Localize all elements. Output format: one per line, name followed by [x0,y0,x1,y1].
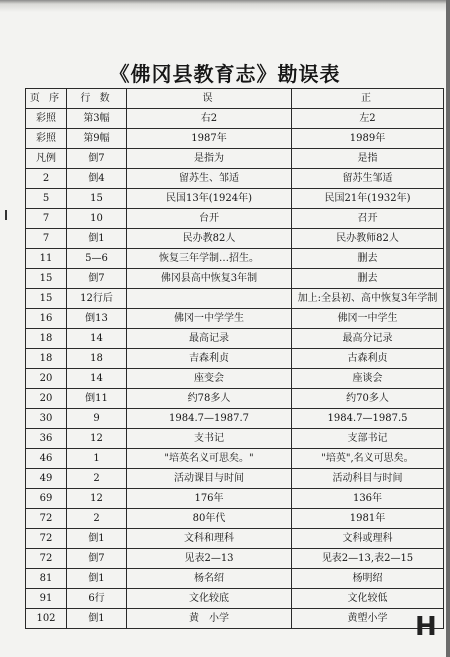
line-cell: 6行 [67,589,127,609]
table-row [26,389,444,409]
page-cell: 7 [26,229,67,249]
correct-cell: 约70多人 [292,389,444,409]
line-cell: 第3幅 [67,109,127,129]
page-cell: 102 [26,609,67,629]
line-cell: 2 [67,469,127,489]
page-cell: 49 [26,469,67,489]
line-cell: 倒11 [67,389,127,409]
page-cell: 7 [26,209,67,229]
wrong-cell: 台开 [127,209,292,229]
wrong-cell: 黄 小学 [127,609,292,629]
line-cell: 倒7 [67,269,127,289]
line-cell: 倒1 [67,229,127,249]
page-cell: 72 [26,509,67,529]
wrong-cell: 座变会 [127,369,292,389]
correct-cell: 民办教师82人 [292,229,444,249]
page-cell: 18 [26,329,67,349]
wrong-cell: 80年代 [127,509,292,529]
correct-cell: 删去 [292,269,444,289]
wrong-cell: 民国13年(1924年) [127,189,292,209]
line-cell: 14 [67,369,127,389]
correct-cell: 1984.7—1987.5 [292,409,444,429]
page-cell: 81 [26,569,67,589]
wrong-cell: 佛冈一中学学生 [127,309,292,329]
page-cell: 30 [26,409,67,429]
correct-cell: 1981年 [292,509,444,529]
table-row [26,429,444,449]
wrong-cell: 恢复三年学制…招生。 [127,249,292,269]
corner-mark: H [415,612,437,642]
table-row [26,269,444,289]
scan-edge-right [446,0,450,657]
header-line: 行 数 [67,89,127,109]
correct-cell: 加上:全县初、高中恢复3年学制 [292,289,444,309]
line-cell: 9 [67,409,127,429]
table-row [26,529,444,549]
correct-cell: 删去 [292,249,444,269]
page-cell: 2 [26,169,67,189]
table-row [26,469,444,489]
line-cell: 第9幅 [67,129,127,149]
table-row [26,149,444,169]
line-cell: 倒7 [67,549,127,569]
page-cell: 彩照 [26,129,67,149]
correct-cell: 召开 [292,209,444,229]
line-cell: 倒1 [67,569,127,589]
scan-edge-top [0,0,450,12]
correct-cell: 支部书记 [292,429,444,449]
table-row [26,209,444,229]
correct-cell: 文科或理科 [292,529,444,549]
wrong-cell: 约78多人 [127,389,292,409]
page-cell: 彩照 [26,109,67,129]
wrong-cell: 1984.7—1987.7 [127,409,292,429]
correct-cell: 见表2—13,表2—15 [292,549,444,569]
page-cell: 16 [26,309,67,329]
wrong-cell [127,289,292,309]
page-cell: 72 [26,529,67,549]
correct-cell: 是指 [292,149,444,169]
table-row [26,409,444,429]
line-cell: 12 [67,489,127,509]
table-row [26,509,444,529]
table-header-row [26,89,444,109]
table-row [26,589,444,609]
wrong-cell: 活动课目与时间 [127,469,292,489]
header-wrong: 误 [127,89,292,109]
errata-table [25,88,444,629]
page-cell: 凡例 [26,149,67,169]
wrong-cell: 杨名绍 [127,569,292,589]
wrong-cell: 文化较底 [127,589,292,609]
correct-cell: 最高分记录 [292,329,444,349]
table-row [26,249,444,269]
table-row [26,189,444,209]
header-correct: 正 [292,89,444,109]
page-cell: 5 [26,189,67,209]
errata-body [26,109,444,629]
line-cell: 5—6 [67,249,127,269]
table-row [26,309,444,329]
line-cell: 18 [67,349,127,369]
page-cell: 36 [26,429,67,449]
line-cell: 倒4 [67,169,127,189]
correct-cell: 文化较低 [292,589,444,609]
page-cell: 91 [26,589,67,609]
wrong-cell: "培英名义可思矣。" [127,449,292,469]
correct-cell: 座谈会 [292,369,444,389]
wrong-cell: 见表2—13 [127,549,292,569]
wrong-cell: 吉森利贞 [127,349,292,369]
table-row [26,109,444,129]
page-cell: 72 [26,549,67,569]
line-cell: 12 [67,429,127,449]
table-row [26,229,444,249]
correct-cell: 136年 [292,489,444,509]
page-cell: 20 [26,389,67,409]
line-cell: 1 [67,449,127,469]
wrong-cell: 最高记录 [127,329,292,349]
page-cell: 46 [26,449,67,469]
wrong-cell: 176年 [127,489,292,509]
table-row [26,129,444,149]
correct-cell: "培英",名义可思矣。 [292,449,444,469]
line-cell: 15 [67,189,127,209]
correct-cell: 杨明绍 [292,569,444,589]
line-cell: 倒13 [67,309,127,329]
page-cell: 18 [26,349,67,369]
correct-cell: 民国21年(1932年) [292,189,444,209]
wrong-cell: 文科和理科 [127,529,292,549]
correct-cell: 左2 [292,109,444,129]
table-row [26,289,444,309]
table-row [26,369,444,389]
correct-cell: 佛冈一中学生 [292,309,444,329]
correct-cell: 活动科目与时间 [292,469,444,489]
margin-mark [5,210,7,220]
table-row [26,349,444,369]
page-title: 《佛冈县教育志》勘误表 [109,62,341,86]
correct-cell: 黄塱小学 [292,609,444,629]
wrong-cell: 是指为 [127,149,292,169]
line-cell: 10 [67,209,127,229]
table-row [26,489,444,509]
line-cell: 倒1 [67,609,127,629]
page-cell: 15 [26,269,67,289]
wrong-cell: 右2 [127,109,292,129]
header-page: 页 序 [26,89,67,109]
page-cell: 20 [26,369,67,389]
table-row [26,329,444,349]
table-row [26,169,444,189]
wrong-cell: 1987年 [127,129,292,149]
line-cell: 12行后 [67,289,127,309]
wrong-cell: 留苏生、邹适 [127,169,292,189]
wrong-cell: 民办教82人 [127,229,292,249]
correct-cell: 留苏生邹适 [292,169,444,189]
table-row [26,449,444,469]
wrong-cell: 佛冈县高中恢复3年制 [127,269,292,289]
table-row [26,549,444,569]
line-cell: 2 [67,509,127,529]
table-row [26,569,444,589]
table-row [26,609,444,629]
line-cell: 倒1 [67,529,127,549]
wrong-cell: 支书记 [127,429,292,449]
correct-cell: 1989年 [292,129,444,149]
line-cell: 倒7 [67,149,127,169]
page-cell: 69 [26,489,67,509]
page-cell: 15 [26,289,67,309]
line-cell: 14 [67,329,127,349]
correct-cell: 古森利贞 [292,349,444,369]
page-cell: 11 [26,249,67,269]
